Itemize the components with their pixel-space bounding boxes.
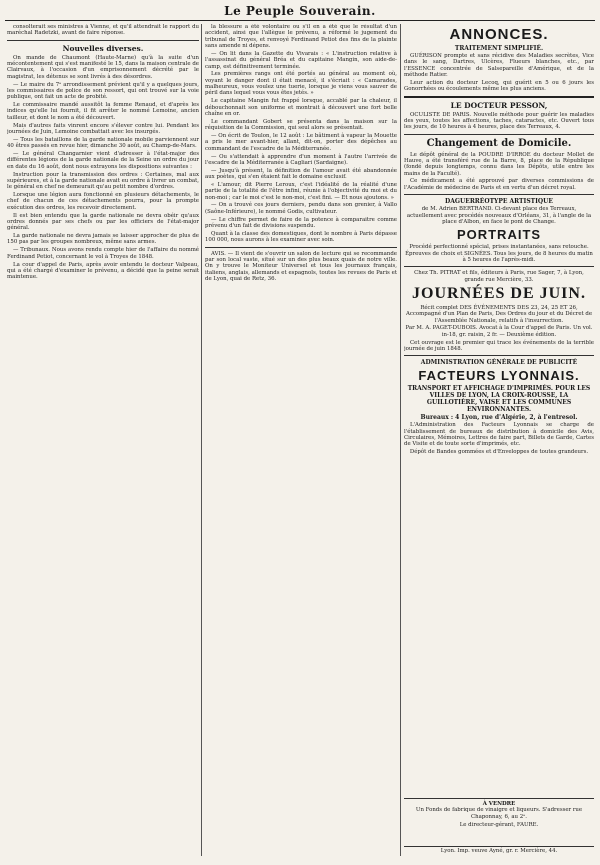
article-paragraph: — Tous les bataillons de la garde nationale mobile parviennent sur 40 êtres passés en revue hier, dimanche 30 août, au Champ-de-Mars. (7, 136, 199, 150)
ad-paragraph: L'Administration des Facteurs Lyonnais se charge de l'établissement de bureaux de distribution à domicile des Avis, Circulaires, Mémoires, Lettres de faire part, Billets de Garde, Cartes de Visite et de toute sorte d'imprimés, etc. (404, 422, 594, 448)
ad-paragraph: Le dépôt général de la POUDRE D'IRROE du docteur Mollet de Hauve, a été transféré rue de la Barre, 8, place de la République (fondé depuis longtemps, connu dans les Dépôts, utile entre les mains de la Faculté). (404, 151, 594, 177)
divider (404, 266, 594, 267)
column-1 (7, 24, 199, 860)
notice-paragraph: AVIS. — Il vient de s'ouvrir un salon de lecture qui se recommande par son local vaste, situé sur un des plus beaux quais de notre ville. On y trouve le Moniteur Universel et tous les journaux français, italiens, anglais, allemands et espagnols, toutes les revues de Paris et de Lyon, quai de Retz, 36. (205, 250, 397, 282)
ad-paragraph: Chez Th. PITRAT et fils, éditeurs à Paris, rue Sager, 7, à Lyon, grande rue Mercière, 33. (414, 270, 584, 283)
article-paragraph: Le capitaine Mangin fut frappé lorsque, accablé par la chaleur, il débouchonnait son uniforme et montrait à découvert une fort belle chaîne en or. (205, 98, 397, 117)
divider (7, 40, 199, 41)
column-2 (205, 24, 397, 860)
article-paragraph: Les premières rangs ont été portés au général au moment où, voyant le danger dont il était menacé, il s'écriait : « Camarades, malheureux, vous voulez une tuerie, lorsque je viens vous sauver de péril dans lequel vous vous êtes jetés. » (205, 71, 397, 97)
ad-heading: TRAITEMENT SIMPLIFIÉ. (454, 45, 544, 52)
article-paragraph: — Le chiffre permet de faire de la potence à comparaitre comme prévenu d'un fait de divisions suspendu. (205, 216, 397, 229)
sale-notice (404, 798, 594, 828)
gerant-line: Le directeur-gérant, FAURE. (459, 821, 539, 828)
article-paragraph: Le commandant Gobert se présenta dans la maison sur la réquisition de la Commission, qui seul alors se présentait. (205, 118, 397, 132)
article-paragraph: Il est bien entendu que la garde nationale ne devra obéir qu'aux ordres donnés par ses chefs ou par les officiers de l'état-major général. (7, 212, 199, 232)
article-paragraph: — On écrit de Toulon, le 12 août : Le bâtiment à vapeur la Mouette a pris le mer avant-hier, allant, dit-on, porter des dépêches au commandant de l'escadre de la Méditerranée. (205, 133, 397, 152)
article-paragraph: — Le maire du 7ᵉ arrondissement prévient qu'il y a quelques jours, les commissaires de police de son ressort, qui ont trouvé sur la voie publique, ont fait un acte de probité. (7, 81, 199, 101)
article-paragraph: Lorsque une légion aura fonctionné en plusieurs détachements, le chef de chacun de ces détachements pourra, pour la prompte exécution des ordres, les recevoir directement. (7, 192, 199, 211)
imprint-line (404, 846, 594, 854)
article-paragraph: — Jusqu'à présent, la définition de l'amour avait été abandonnée aux poètes, qui s'en étaient fait le domaine exclusif. (205, 167, 397, 181)
divider (404, 798, 594, 799)
ad-heading: PORTRAITS (456, 227, 542, 243)
divider (404, 134, 594, 135)
ad-paragraph: Leur action du docteur Lecoq, qui guérit en 5 ou 6 jours les Gonorrhées ou écoulements même les plus anciens. (404, 79, 594, 93)
article-paragraph: Mais d'autres faits vinrent encore s'élever contre lui. Pendant les journées de Juin, Lemoine combattait avec les insurgés. (7, 122, 199, 135)
imprint-text: Lyon. Imp. veuve Ayné, gr. r. Mercière, 44. (404, 846, 594, 854)
ad-paragraph: Récit complet DES ÉVÉNEMENTS DES 23, 24, 25 ET 26, Accompagné d'un Plan de Paris, Des Ordres du jour et du Décret de l'Assemblée Nationale, relatifs à l'insurrection. (405, 304, 593, 324)
ad-heading: ADMINISTRATION GÉNÉRALE DE PUBLICITÉ (420, 359, 578, 367)
article-paragraph: Instruction pour la transmission des ordres : Certaines, mal aux supérieures, et à la garde nationale avait eu ordre à livrer un combat, le général en chef ne demeurait qu'au petit nombre d'ordres. (7, 171, 199, 191)
article-paragraph: Le commissaire mandé aussitôt la femme Renaud, et d'après les indices qu'elle lui fournit, il fit arrêter le nommé Lemoine, ancien tailleur, et dont le nom a été découvert. (7, 102, 199, 121)
ad-paragraph: GUÉRISON prompte et sans récidive des Maladies secrètes, Vice dans le sang, Dartres, Ulcères, Flueurs blanches, etc., par l'ESSENCE concentrée de Salsepareille d'Amérique, et de la méthode Ratier. (404, 53, 594, 79)
article-paragraph: — Le général Changarnier vient d'adresser à l'état-major des différentes légions de la garde nationale de la Seine un ordre du jour en date du 16 août, dont nous extrayons les dispositions suivantes : (7, 151, 199, 170)
article-paragraph: consolterait ses ministres à Vienne, et qu'il attendrait le rapport du maréchal Radetzki, avant de faire réponse. (7, 24, 199, 37)
article-paragraph: La garde nationale ne devra jamais se laisser approcher de plus de 150 pas par les groupes nombreux, même sans armes. (7, 233, 199, 246)
column-3-advertisements (404, 24, 594, 860)
ad-paragraph: de M. Adrien BERTRAND. Ci-devant place des Terreaux, actuellement avec procédés nouveaux d'Orléans, 31, à l'angle de la place d'Albon, en face le pont de Change. (406, 206, 592, 225)
article-paragraph: — On lit dans la Gazette du Vivarais : « L'instruction relative à l'assassinat du général Bréa et du capitaine Mangin, son aide-de-camp, est définitivement terminée. (205, 50, 397, 70)
ad-paragraph: Cet ouvrage est le premier qui trace les événements de la terrible journée de juin 1848. (404, 339, 594, 352)
ad-paragraph: Dépôt de Bandes gommées et d'Enveloppes de toutes grandeurs. (409, 449, 589, 456)
ad-heading: DAGUERRÉOTYPE ARTISTIQUE (445, 198, 553, 206)
ad-paragraph: Procédé perfectionné spécial, prises instantanées, sans retouche. Épreuves de choix et SIGNÉES. Tous les jours, de 8 heures du matin à 5 heures de l'après-midi. (405, 244, 593, 263)
divider (404, 194, 594, 195)
sale-heading: À VENDRE (482, 801, 516, 807)
newspaper-title: Le Peuple Souverain. (224, 4, 376, 18)
masthead (5, 4, 595, 21)
ad-paragraph: Ce médicament a été approuvé par diverses commissions de l'Académie de médecine de Paris et en vertu d'un décret royal. (404, 178, 594, 191)
article-paragraph: Quant à la classe des domestiques, dont le nombre à Paris dépasse 100 000, nous aurons à les examiner avec soin. (205, 230, 397, 244)
ad-heading: JOURNÉES DE JUIN. (412, 284, 586, 302)
article-paragraph: — Tribunaux. Nous avons rendu compte hier de l'affaire du nommé Ferdinand Petiot, concernant le vol à Troyes de 1848. (7, 247, 199, 260)
article-paragraph: « L'amour, dit Pierre Leroux, c'est l'idéalité de la réalité d'une partie de la totalité de l'être infini, réunie à l'objectivité du moi et du non-moi ; car le moi c'est le non-moi, c'est fini. — Et nous ajoutons. » (205, 181, 397, 201)
article-paragraph: — On a trouvé ces jours derniers, pendu dans son grenier, à Vallo (Saône-Inférieure), le nommé Godis, cultivateur. (205, 202, 397, 215)
column-divider (400, 24, 401, 856)
annonces-heading: ANNONCES. (449, 26, 549, 43)
section-heading: Nouvelles diverses. (62, 43, 144, 53)
ad-paragraph: OCULISTE DE PARIS. Nouvelle méthode pour guérir les maladies des yeux, toutes les affections, taches, cataractes, etc. Ouvert tous les jours, de 10 heures à 4 heures, place des Terreaux, 4. (404, 111, 594, 131)
column-divider (201, 24, 202, 856)
sale-text: Un Fonds de fabrique de vinaigre et liqueurs. S'adresser rue Chaponnay, 6, au 2ᵉ. (415, 807, 583, 820)
ad-heading: Changement de Domicile. (426, 137, 572, 149)
article-paragraph: On mande de Chaumont (Haute-Marne) qu'à la suite d'un mécontentement qui s'est manifesté le 15, dans la maison centrale de Clairvaux, à l'occasion d'un emprisonnement décrété par le magistrat, les détenus se sont livrés à des désordres. (7, 54, 199, 80)
ad-paragraph: Par M. A. PAGET-DUBOIS. Avocat à la Cour d'appel de Paris. Un vol. in-18, gr. raisin, 2 fr. — Deuxième édition. (405, 325, 593, 338)
ad-heading: FACTEURS LYONNAIS. (418, 368, 580, 384)
divider (404, 96, 594, 98)
divider (205, 247, 397, 248)
ad-subheading: Bureaux : 4 Lyon, rue d'Algérie, 2, à l'entresol. (420, 414, 578, 422)
ad-subheading: TRANSPORT ET AFFICHAGE D'IMPRIMÉS. POUR LES VILLES DE LYON, LA CROIX-ROUSSE, LA GUILLOTIÈRE, VAISE ET LES COMMUNES ENVIRONNANTES. (407, 385, 591, 414)
article-paragraph: La cour d'appel de Paris, après avoir entendu le docteur Valpeau, qui a été chargé d'examiner le prévenu, a décidé que la peine serait maintenue. (7, 261, 199, 281)
article-paragraph: — Ou s'attendait à apprendre d'un moment à l'autre l'arrivée de l'escadre de la Méditerranée à Cagliari (Sardaigne). (205, 153, 397, 166)
divider (404, 355, 594, 356)
ad-heading: LE DOCTEUR PESSON, (450, 100, 548, 110)
article-paragraph: la blessure a été volontaire ou s'il en a été que le résultat d'un accident, ainsi que l'allègue le prévenu, a réformé le jugement du tribunal de Troyes, et renvoyé Ferdinand Petiot des fins de la plainte sans amende ni dépens. (205, 24, 397, 50)
